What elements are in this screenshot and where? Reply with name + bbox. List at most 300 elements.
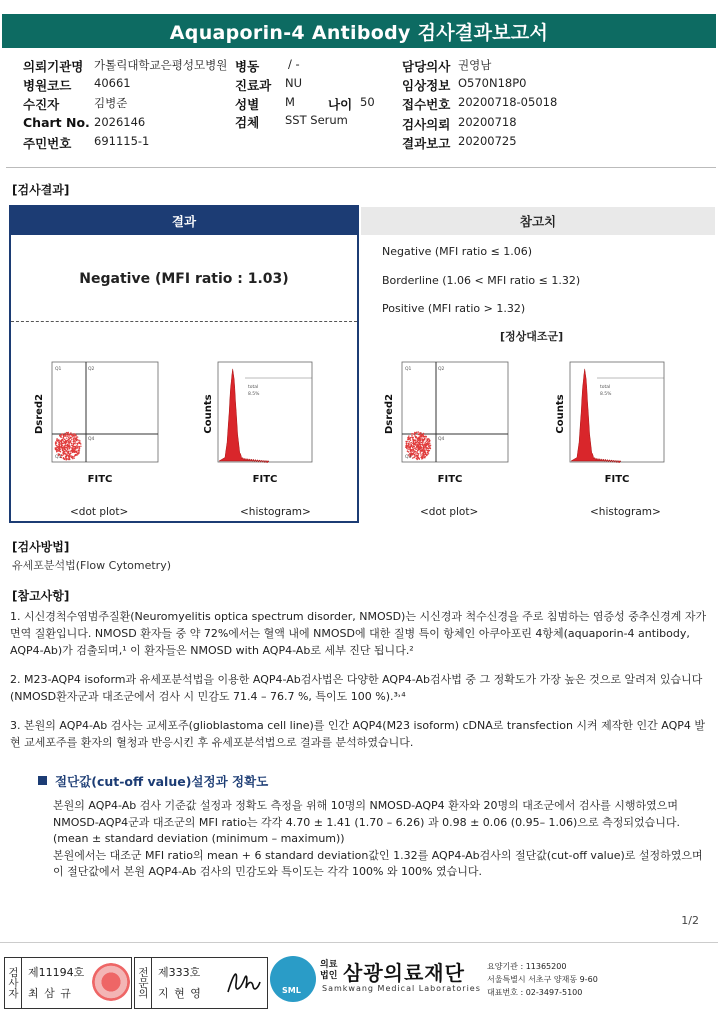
event-dot — [410, 440, 411, 441]
event-dot — [414, 447, 415, 448]
event-dot — [423, 446, 424, 447]
event-dot — [414, 435, 415, 436]
event-dot — [64, 439, 65, 440]
event-dot — [72, 447, 73, 448]
event-dot — [75, 438, 76, 439]
event-dot — [413, 444, 414, 445]
event-dot — [74, 458, 75, 459]
event-dot — [410, 437, 411, 438]
event-dot — [61, 447, 62, 448]
event-dot — [424, 438, 425, 439]
logo-text: SML — [282, 986, 301, 995]
event-dot — [74, 441, 75, 442]
event-dot — [420, 436, 421, 437]
event-dot — [414, 439, 415, 440]
event-dot — [418, 440, 419, 441]
hist-ylabel: Counts — [203, 394, 214, 434]
org-code: 요양기관 : 11365200 — [487, 962, 567, 971]
event-dot — [73, 438, 74, 439]
event-dot — [59, 446, 60, 447]
event-dot — [411, 436, 412, 437]
note-3-text: 3. 본원의 AQP4-Ab 검사는 교세포주(glioblastoma cell line)를 인간 AQP4(M23 isoform) cDNA로 transfection 시켜 제작한 인간 AQP4 발현 교세포주를 환자의 혈청과 반응시킨 후 유세포분석법으로 결과를 분석하였습니다. — [10, 719, 706, 749]
sex-label: 성별 — [235, 97, 260, 112]
specialist-name: 지 현 영 — [158, 987, 202, 1000]
event-dot — [424, 457, 425, 458]
dot-ylabel: Dsred2 — [34, 393, 45, 435]
event-dot — [416, 447, 417, 448]
control-dot-plot-caption: <dot plot> — [420, 506, 479, 518]
event-dot — [423, 433, 424, 434]
event-dot — [70, 437, 71, 438]
event-dot — [406, 447, 407, 448]
event-dot — [426, 436, 427, 437]
hist-ylabel: Counts — [555, 394, 566, 434]
event-dot — [416, 442, 417, 443]
event-dot — [423, 453, 424, 454]
event-dot — [79, 450, 80, 451]
event-dot — [80, 446, 81, 447]
event-dot — [74, 448, 75, 449]
note-2-text: 2. M23-AQP4 isoform과 유세포분석법을 이용한 AQP4-Ab검사법은 다양한 AQP4-Ab검사법 중 그 정확도가 가장 높은 것으로 알려져 있습니다(NMOSD환자군과 대조군에서 검사 시 민감도 71.4 – 76.7 %, 특이도 100 %).³˒⁴ — [10, 673, 703, 703]
id-label: 주민번호 — [23, 136, 72, 151]
event-dot — [407, 450, 408, 451]
event-dot — [64, 445, 65, 446]
event-dot — [406, 441, 407, 442]
event-dot — [408, 437, 409, 438]
institution-label: 의뢰기관명 — [23, 59, 84, 74]
cutoff-title-text: 절단값(cut-off value)설정과 정확도 — [55, 774, 269, 789]
event-dot — [73, 450, 74, 451]
q4-label: Q4 — [438, 437, 445, 442]
event-dot — [71, 449, 72, 450]
event-dot — [416, 432, 417, 433]
examinee-label: 수진자 — [23, 97, 60, 112]
control-histogram — [552, 358, 672, 488]
event-dot — [55, 443, 56, 444]
specialist-info — [152, 958, 208, 1008]
cutoff-paragraph-2: 본원에서는 대조군 MFI ratio의 mean + 6 standard deviation값인 1.32를 AQP4-Ab검사의 절단값(cut-off value)로 설정하였으며 이 절단값에서 본원 AQP4-Ab 검사의 민감도와 특이도는 각각 100% 와 100% 였습니다. — [53, 848, 703, 878]
event-dot — [426, 455, 427, 456]
event-dot — [58, 449, 59, 450]
event-dot — [62, 443, 63, 444]
event-dot — [68, 455, 69, 456]
event-dot — [420, 450, 421, 451]
event-dot — [79, 442, 80, 443]
result-header: 결과 — [11, 207, 357, 235]
event-dot — [77, 436, 78, 437]
event-dot — [416, 459, 417, 460]
event-dot — [63, 435, 64, 436]
event-dot — [421, 456, 422, 457]
event-dot — [66, 441, 67, 442]
clinical-label: 임상정보 — [402, 78, 451, 93]
event-dot — [67, 434, 68, 435]
event-dot — [63, 450, 64, 451]
event-dot — [72, 451, 73, 452]
event-dot — [414, 434, 415, 435]
event-dot — [66, 451, 67, 452]
id-value: 691115-1 — [94, 134, 150, 148]
event-dot — [67, 458, 68, 459]
event-dot — [80, 443, 81, 444]
event-dot — [418, 438, 419, 439]
event-dot — [68, 457, 69, 458]
event-dot — [63, 446, 64, 447]
event-dot — [415, 433, 416, 434]
event-dot — [70, 447, 71, 448]
event-dot — [71, 434, 72, 435]
event-dot — [76, 445, 77, 446]
event-dot — [414, 455, 415, 456]
event-dot — [73, 444, 74, 445]
event-dot — [421, 442, 422, 443]
org-name: 삼광의료재단 — [343, 961, 465, 985]
event-dot — [70, 432, 71, 433]
event-dot — [415, 453, 416, 454]
event-dot — [421, 434, 422, 435]
event-dot — [408, 435, 409, 436]
event-dot — [75, 447, 76, 448]
event-dot — [61, 441, 62, 442]
gate-value: 8.5% — [248, 392, 260, 397]
note-1-text: 1. 시신경척수염범주질환(Neuromyelitis optica spectrum disorder, NMOSD)는 시신경과 척수신경을 주로 침범하는 염증성 중추신경계 자가면역 질환입니다. NMOSD 환자들 중 약 72%에서는 혈액 내에 NMOSD에 대한 질병 특이 항체인 아쿠아포린 4항체(aquaporin-4 antibody, AQP4-Ab)가 검출되며,¹ 이 환자들은 NMOSD with AQP4-Ab로 세부 진단 됩니다.² — [10, 610, 707, 657]
divider — [6, 167, 716, 168]
event-dot — [60, 436, 61, 437]
examiner-name: 최 삼 규 — [28, 987, 72, 1000]
event-dot — [76, 451, 77, 452]
patient-dot-plot — [28, 358, 163, 488]
org-tag: 의료법인 — [320, 960, 338, 981]
event-dot — [424, 436, 425, 437]
event-dot — [65, 436, 66, 437]
doctor-value: 권영남 — [458, 58, 492, 72]
event-dot — [62, 445, 63, 446]
note-3 — [10, 717, 710, 751]
note-2 — [10, 671, 710, 705]
event-dot — [420, 437, 421, 438]
event-dot — [70, 456, 71, 457]
specialist-label-text: 전문의 — [137, 967, 149, 999]
q1-label: Q1 — [405, 367, 412, 372]
event-dot — [68, 436, 69, 437]
receipt-label: 접수번호 — [402, 97, 451, 112]
event-dot — [65, 459, 66, 460]
gate-label: total — [248, 385, 259, 390]
event-dot — [419, 459, 420, 460]
event-dot — [414, 457, 415, 458]
dashed-divider — [11, 321, 357, 322]
event-dot — [76, 436, 77, 437]
event-dot — [56, 447, 57, 448]
reference-header: 참고치 — [361, 207, 715, 235]
specimen-label: 검체 — [235, 115, 260, 130]
event-dot — [72, 436, 73, 437]
event-dot — [72, 458, 73, 459]
event-dot — [418, 457, 419, 458]
notes-section-title: [참고사항] — [12, 589, 70, 603]
event-dot — [420, 444, 421, 445]
gate-label: total — [600, 385, 611, 390]
examiner-number: 제11194호 — [28, 966, 85, 979]
event-dot — [411, 445, 412, 446]
event-dot — [419, 449, 420, 450]
event-dot — [60, 435, 61, 436]
event-dot — [63, 436, 64, 437]
event-dot — [78, 440, 79, 441]
org-phone: 대표번호 : 02-3497-5100 — [487, 988, 583, 997]
hist-xlabel: FITC — [604, 474, 630, 485]
event-dot — [66, 438, 67, 439]
event-dot — [73, 446, 74, 447]
event-dot — [418, 453, 419, 454]
event-dot — [70, 451, 71, 452]
event-dot — [412, 439, 413, 440]
request-value: 20200718 — [458, 115, 517, 129]
event-dot — [412, 440, 413, 441]
event-dot — [419, 432, 420, 433]
event-dot — [419, 447, 420, 448]
hist-xlabel: FITC — [252, 474, 278, 485]
event-dot — [418, 454, 419, 455]
event-dot — [428, 442, 429, 443]
dot-plot-caption: <dot plot> — [70, 506, 129, 518]
cutoff-body — [53, 798, 703, 881]
q1-label: Q1 — [55, 367, 62, 372]
event-dot — [411, 435, 412, 436]
institution-value: 가톨릭대학교은평성모병원 — [94, 58, 228, 72]
event-dot — [421, 436, 422, 437]
event-dot — [425, 442, 426, 443]
event-dot — [417, 451, 418, 452]
event-dot — [68, 443, 69, 444]
specimen-value: SST Serum — [285, 113, 348, 127]
event-dot — [409, 444, 410, 445]
report-date-value: 20200725 — [458, 134, 517, 148]
event-dot — [77, 443, 78, 444]
specialist-label — [135, 958, 152, 1008]
histogram-caption: <histogram> — [240, 506, 311, 518]
square-bullet-icon — [38, 776, 47, 785]
event-dot — [68, 459, 69, 460]
event-dot — [65, 433, 66, 434]
event-dot — [55, 441, 56, 442]
event-dot — [412, 447, 413, 448]
event-dot — [77, 439, 78, 440]
event-dot — [69, 434, 70, 435]
ward-label: 병동 — [235, 59, 260, 74]
control-group-label: [정상대조군] — [500, 330, 564, 343]
event-dot — [412, 454, 413, 455]
q3-label: Q3 — [55, 455, 62, 460]
event-dot — [55, 444, 56, 445]
event-dot — [71, 439, 72, 440]
age-value: 50 — [360, 95, 375, 109]
event-dot — [425, 444, 426, 445]
event-dot — [428, 450, 429, 451]
event-dot — [68, 447, 69, 448]
result-value: Negative (MFI ratio : 1.03) — [79, 271, 289, 287]
event-dot — [65, 456, 66, 457]
reference-negative: Negative (MFI ratio ≤ 1.06) — [382, 245, 533, 258]
event-dot — [415, 443, 416, 444]
event-dot — [56, 451, 57, 452]
control-histogram-caption: <histogram> — [590, 506, 661, 518]
results-section-title: [검사결과] — [12, 183, 70, 197]
event-dot — [410, 442, 411, 443]
event-dot — [417, 453, 418, 454]
event-dot — [67, 451, 68, 452]
sex-value: M — [285, 95, 295, 109]
method-text: 유세포분석법(Flow Cytometry) — [12, 559, 172, 572]
chart-value: 2026146 — [94, 115, 146, 129]
sml-logo-icon — [270, 956, 316, 1002]
event-dot — [66, 455, 67, 456]
q4-label: Q4 — [88, 437, 95, 442]
event-dot — [413, 449, 414, 450]
event-dot — [55, 449, 56, 450]
event-dot — [416, 455, 417, 456]
dot-ylabel: Dsred2 — [384, 393, 395, 435]
event-dot — [79, 447, 80, 448]
event-dot — [65, 442, 66, 443]
event-dot — [77, 446, 78, 447]
event-dot — [423, 455, 424, 456]
hospital-code-value: 40661 — [94, 76, 131, 90]
request-label: 검사의뢰 — [402, 117, 451, 132]
event-dot — [428, 453, 429, 454]
event-dot — [405, 445, 406, 446]
event-dot — [64, 442, 65, 443]
event-dot — [63, 440, 64, 441]
event-dot — [75, 435, 76, 436]
event-dot — [406, 443, 407, 444]
report-date-label: 결과보고 — [402, 136, 451, 151]
event-dot — [70, 440, 71, 441]
event-dot — [412, 446, 413, 447]
q2-label: Q2 — [438, 367, 445, 372]
event-dot — [67, 436, 68, 437]
event-dot — [416, 437, 417, 438]
age-label: 나이 — [328, 97, 353, 112]
event-dot — [416, 457, 417, 458]
reference-positive: Positive (MFI ratio > 1.32) — [382, 302, 526, 315]
hospital-code-label: 병원코드 — [23, 78, 72, 93]
org-info — [487, 960, 598, 999]
event-dot — [427, 448, 428, 449]
event-dot — [69, 442, 70, 443]
event-dot — [411, 444, 412, 445]
examiner-info — [22, 958, 90, 1008]
event-dot — [418, 431, 419, 432]
cutoff-paragraph-1: 본원의 AQP4-Ab 검사 기준값 설정과 정확도 측정을 위해 10명의 NMOSD-AQP4 환자와 20명의 대조군에서 검사를 시행하였으며 NMOSD-AQP4군과 대조군의 MFI ratio는 각각 4.70 ± 1.41 (1.70 – 6.26) 과 0.98 ± 0.06 (0.95– 1.06)으로 측정되었습니다. (mean ± standard deviation (minimum – maximum)) — [53, 799, 680, 845]
event-dot — [414, 454, 415, 455]
receipt-value: 20200718-05018 — [458, 95, 558, 109]
event-dot — [420, 452, 421, 453]
event-dot — [66, 447, 67, 448]
event-dot — [420, 440, 421, 441]
event-dot — [423, 449, 424, 450]
event-dot — [421, 437, 422, 438]
event-dot — [425, 452, 426, 453]
event-dot — [68, 441, 69, 442]
event-dot — [428, 438, 429, 439]
event-dot — [421, 447, 422, 448]
event-dot — [418, 433, 419, 434]
examiner-label-text: 검사자 — [7, 967, 19, 999]
event-dot — [420, 457, 421, 458]
q2-label: Q2 — [88, 367, 95, 372]
event-dot — [74, 443, 75, 444]
event-dot — [63, 454, 64, 455]
event-dot — [412, 457, 413, 458]
event-dot — [59, 445, 60, 446]
patient-histogram — [200, 358, 320, 488]
event-dot — [58, 440, 59, 441]
event-dot — [412, 450, 413, 451]
event-dot — [58, 446, 59, 447]
footer-divider — [0, 942, 718, 943]
event-dot — [59, 443, 60, 444]
event-dot — [67, 445, 68, 446]
gate-value: 8.5% — [600, 392, 612, 397]
event-dot — [429, 443, 430, 444]
event-dot — [422, 439, 423, 440]
event-dot — [73, 443, 74, 444]
event-dot — [424, 450, 425, 451]
event-dot — [66, 454, 67, 455]
q3-label: Q3 — [405, 455, 412, 460]
event-dot — [415, 448, 416, 449]
event-dot — [59, 450, 60, 451]
event-dot — [409, 441, 410, 442]
event-dot — [425, 445, 426, 446]
examiner-seal-icon — [92, 963, 130, 1001]
event-dot — [408, 442, 409, 443]
org-address: 서울특별시 서초구 양재동 9-60 — [487, 975, 598, 984]
event-dot — [64, 447, 65, 448]
examiner-label — [5, 958, 22, 1008]
event-dot — [409, 438, 410, 439]
event-dot — [71, 443, 72, 444]
cutoff-title — [38, 772, 268, 790]
event-dot — [428, 444, 429, 445]
event-dot — [60, 449, 61, 450]
report-title: Aquaporin-4 Antibody 검사결과보고서 — [169, 21, 549, 44]
ward-value: / - — [288, 57, 300, 71]
event-dot — [408, 439, 409, 440]
event-dot — [407, 448, 408, 449]
event-dot — [414, 451, 415, 452]
event-dot — [427, 440, 428, 441]
event-dot — [417, 444, 418, 445]
event-dot — [420, 454, 421, 455]
event-dot — [68, 437, 69, 438]
event-dot — [419, 443, 420, 444]
event-dot — [64, 449, 65, 450]
event-dot — [409, 447, 410, 448]
event-dot — [62, 433, 63, 434]
event-dot — [67, 448, 68, 449]
examinee-value: 김병준 — [94, 96, 128, 110]
event-dot — [57, 447, 58, 448]
doctor-label: 담당의사 — [402, 59, 451, 74]
event-dot — [58, 450, 59, 451]
dot-xlabel: FITC — [437, 474, 463, 485]
chart-label: Chart No. — [23, 115, 90, 130]
specialist-signature-icon — [224, 962, 264, 1002]
patient-info — [0, 55, 718, 155]
specialist-number: 제333호 — [158, 966, 201, 979]
